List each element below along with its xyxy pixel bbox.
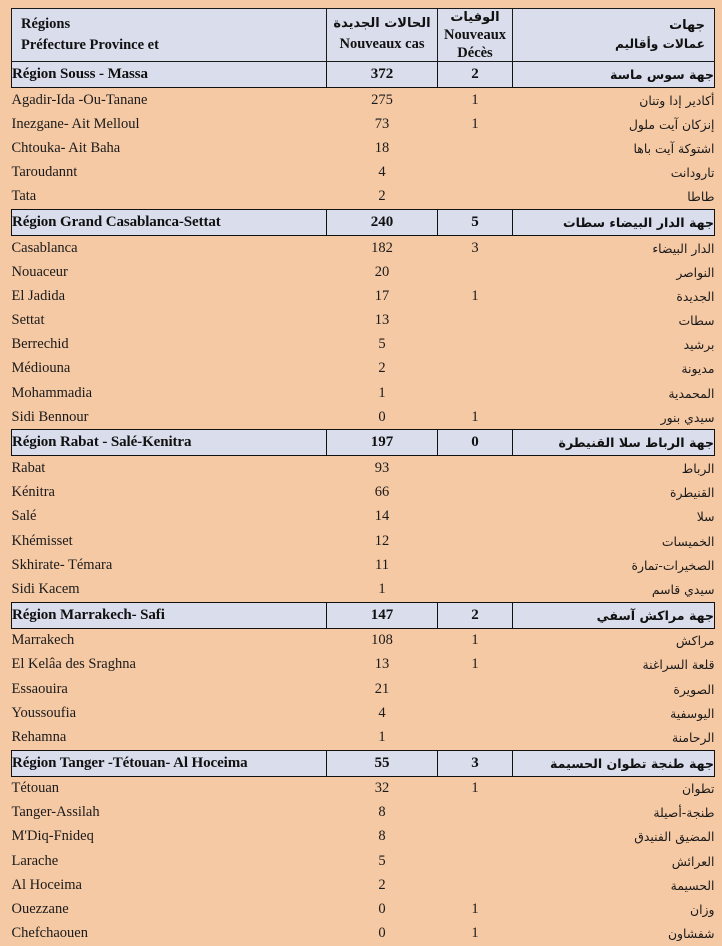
province-name-fr: Agadir-Ida -Ou-Tanane bbox=[12, 88, 327, 113]
region-name-fr: Région Souss - Massa bbox=[12, 62, 327, 88]
province-new-deaths: 1 bbox=[438, 922, 513, 946]
province-name-fr: Berrechid bbox=[12, 333, 327, 357]
province-new-deaths bbox=[438, 456, 513, 481]
province-new-deaths bbox=[438, 309, 513, 333]
region-new-cases: 197 bbox=[327, 430, 438, 456]
province-name-ar: مراكش bbox=[513, 628, 715, 653]
province-name-ar: المحمدية bbox=[513, 381, 715, 405]
region-name-fr: Région Rabat - Salé-Kenitra bbox=[12, 430, 327, 456]
province-name-fr: Rabat bbox=[12, 456, 327, 481]
province-name-ar: القنيطرة bbox=[513, 481, 715, 505]
province-name-ar: اشتوكة آيت باها bbox=[513, 136, 715, 160]
province-name-fr: El Jadida bbox=[12, 284, 327, 308]
province-row bbox=[12, 235, 715, 260]
province-name-fr: Salé bbox=[12, 505, 327, 529]
province-row bbox=[12, 628, 715, 653]
covid-regional-table-container bbox=[11, 8, 714, 946]
province-name-ar: شفشاون bbox=[513, 922, 715, 946]
province-row bbox=[12, 677, 715, 701]
province-name-ar: الصويرة bbox=[513, 677, 715, 701]
province-new-deaths bbox=[438, 505, 513, 529]
province-row bbox=[12, 357, 715, 381]
province-name-fr: Tata bbox=[12, 185, 327, 210]
province-name-fr: Tanger-Assilah bbox=[12, 801, 327, 825]
province-new-deaths: 1 bbox=[438, 284, 513, 308]
province-name-fr: Casablanca bbox=[12, 235, 327, 260]
province-name-ar: وزان bbox=[513, 897, 715, 921]
province-new-cases: 21 bbox=[327, 677, 438, 701]
region-new-deaths: 3 bbox=[438, 750, 513, 776]
header-arabic-line2: عمالات وأقاليم bbox=[614, 36, 705, 51]
province-new-deaths bbox=[438, 801, 513, 825]
region-new-deaths: 5 bbox=[438, 209, 513, 235]
region-name-ar: جهة طنجة تطوان الحسيمة bbox=[513, 750, 715, 776]
province-new-cases: 8 bbox=[327, 801, 438, 825]
province-name-fr: Nouaceur bbox=[12, 260, 327, 284]
province-new-cases: 2 bbox=[327, 357, 438, 381]
province-name-ar: قلعة السراغنة bbox=[513, 653, 715, 677]
region-summary-row bbox=[12, 430, 715, 456]
region-name-fr: Région Grand Casablanca-Settat bbox=[12, 209, 327, 235]
province-row bbox=[12, 825, 715, 849]
province-name-ar: العرائش bbox=[513, 849, 715, 873]
province-new-cases: 108 bbox=[327, 628, 438, 653]
province-name-fr: Skhirate- Témara bbox=[12, 553, 327, 577]
province-new-deaths: 1 bbox=[438, 897, 513, 921]
province-name-fr: M'Diq-Fnideq bbox=[12, 825, 327, 849]
region-new-deaths: 2 bbox=[438, 602, 513, 628]
province-row bbox=[12, 456, 715, 481]
region-new-cases: 372 bbox=[327, 62, 438, 88]
province-new-deaths: 3 bbox=[438, 235, 513, 260]
province-new-cases: 11 bbox=[327, 553, 438, 577]
header-cell-new-deaths bbox=[438, 9, 513, 62]
province-name-fr: Al Hoceima bbox=[12, 873, 327, 897]
province-row bbox=[12, 284, 715, 308]
province-row bbox=[12, 553, 715, 577]
header-regions-line2: Préfecture Province et bbox=[21, 37, 159, 53]
province-name-ar: طاطا bbox=[513, 185, 715, 210]
province-row bbox=[12, 897, 715, 921]
province-name-ar: الخميسات bbox=[513, 529, 715, 553]
province-row bbox=[12, 653, 715, 677]
province-new-deaths bbox=[438, 725, 513, 750]
table-header-row bbox=[12, 9, 715, 62]
province-new-deaths bbox=[438, 333, 513, 357]
province-name-fr: El Kelâa des Sraghna bbox=[12, 653, 327, 677]
region-name-ar: جهة سوس ماسة bbox=[513, 62, 715, 88]
province-name-fr: Youssoufia bbox=[12, 701, 327, 725]
region-new-deaths: 0 bbox=[438, 430, 513, 456]
province-new-cases: 182 bbox=[327, 235, 438, 260]
province-row bbox=[12, 381, 715, 405]
province-new-deaths: 1 bbox=[438, 405, 513, 430]
province-row bbox=[12, 88, 715, 113]
province-row bbox=[12, 260, 715, 284]
header-regions-line1: Régions bbox=[21, 16, 71, 33]
province-name-ar: طنجة-أصيلة bbox=[513, 801, 715, 825]
province-new-cases: 4 bbox=[327, 161, 438, 185]
region-new-cases: 55 bbox=[327, 750, 438, 776]
province-new-deaths bbox=[438, 849, 513, 873]
province-name-fr: Sidi Kacem bbox=[12, 577, 327, 602]
province-new-deaths bbox=[438, 136, 513, 160]
province-row bbox=[12, 405, 715, 430]
region-summary-row bbox=[12, 209, 715, 235]
header-new-deaths-french-line1: Nouveaux bbox=[443, 27, 507, 44]
province-name-ar: مديونة bbox=[513, 357, 715, 381]
province-new-deaths bbox=[438, 381, 513, 405]
region-name-ar: جهة الدار البيضاء سطات bbox=[513, 209, 715, 235]
province-name-ar: الصخيرات-تمارة bbox=[513, 553, 715, 577]
province-name-ar: تطوان bbox=[513, 776, 715, 801]
province-name-ar: أكادير إدا وتنان bbox=[513, 88, 715, 113]
province-name-ar: إنزكان آيت ملول bbox=[513, 112, 715, 136]
header-new-cases-arabic: الحالات الجديدة bbox=[333, 16, 431, 32]
table-body bbox=[12, 62, 715, 946]
province-name-ar: سطات bbox=[513, 309, 715, 333]
table-header bbox=[12, 9, 715, 62]
province-row bbox=[12, 161, 715, 185]
region-name-fr: Région Marrakech- Safi bbox=[12, 602, 327, 628]
region-summary-row bbox=[12, 62, 715, 88]
header-cell-new-cases bbox=[327, 9, 438, 62]
province-new-deaths: 1 bbox=[438, 88, 513, 113]
province-row bbox=[12, 529, 715, 553]
province-name-fr: Chefchaouen bbox=[12, 922, 327, 946]
province-new-cases: 0 bbox=[327, 897, 438, 921]
province-new-deaths bbox=[438, 260, 513, 284]
province-new-cases: 275 bbox=[327, 88, 438, 113]
province-row bbox=[12, 577, 715, 602]
province-row bbox=[12, 849, 715, 873]
province-name-ar: الحسيمة bbox=[513, 873, 715, 897]
province-name-ar: المضيق الفنيدق bbox=[513, 825, 715, 849]
province-new-deaths bbox=[438, 677, 513, 701]
province-new-deaths: 1 bbox=[438, 628, 513, 653]
province-row bbox=[12, 136, 715, 160]
header-new-deaths-french-line2: Décès bbox=[457, 45, 493, 61]
province-name-fr: Mohammadia bbox=[12, 381, 327, 405]
province-new-deaths bbox=[438, 357, 513, 381]
province-name-ar: تارودانت bbox=[513, 161, 715, 185]
province-row bbox=[12, 481, 715, 505]
province-name-fr: Settat bbox=[12, 309, 327, 333]
province-new-cases: 8 bbox=[327, 825, 438, 849]
province-name-ar: النواصر bbox=[513, 260, 715, 284]
province-name-fr: Taroudannt bbox=[12, 161, 327, 185]
province-row bbox=[12, 776, 715, 801]
province-new-cases: 17 bbox=[327, 284, 438, 308]
province-new-cases: 13 bbox=[327, 309, 438, 333]
province-row bbox=[12, 333, 715, 357]
province-name-fr: Khémisset bbox=[12, 529, 327, 553]
province-new-cases: 18 bbox=[327, 136, 438, 160]
region-new-cases: 240 bbox=[327, 209, 438, 235]
province-name-fr: Rehamna bbox=[12, 725, 327, 750]
province-name-ar: الرحامنة bbox=[513, 725, 715, 750]
province-new-deaths bbox=[438, 185, 513, 210]
province-new-deaths: 1 bbox=[438, 653, 513, 677]
province-name-ar: اليوسفية bbox=[513, 701, 715, 725]
province-new-cases: 73 bbox=[327, 112, 438, 136]
province-new-deaths bbox=[438, 825, 513, 849]
province-name-fr: Chtouka- Ait Baha bbox=[12, 136, 327, 160]
province-row bbox=[12, 725, 715, 750]
region-new-cases: 147 bbox=[327, 602, 438, 628]
header-cell-arabic-regions bbox=[513, 9, 715, 62]
province-name-fr: Inezgane- Ait Melloul bbox=[12, 112, 327, 136]
province-new-deaths bbox=[438, 553, 513, 577]
province-new-deaths: 1 bbox=[438, 776, 513, 801]
province-name-ar: سيدي بنور bbox=[513, 405, 715, 430]
province-row bbox=[12, 309, 715, 333]
header-cell-regions bbox=[12, 9, 327, 62]
province-new-cases: 20 bbox=[327, 260, 438, 284]
province-new-cases: 5 bbox=[327, 849, 438, 873]
header-new-cases-french: Nouveaux cas bbox=[339, 35, 425, 52]
province-new-cases: 66 bbox=[327, 481, 438, 505]
province-row bbox=[12, 922, 715, 946]
province-new-cases: 1 bbox=[327, 381, 438, 405]
province-name-fr: Ouezzane bbox=[12, 897, 327, 921]
province-new-cases: 14 bbox=[327, 505, 438, 529]
province-new-cases: 32 bbox=[327, 776, 438, 801]
province-name-ar: الجديدة bbox=[513, 284, 715, 308]
province-name-ar: سلا bbox=[513, 505, 715, 529]
province-name-fr: Médiouna bbox=[12, 357, 327, 381]
region-summary-row bbox=[12, 602, 715, 628]
province-new-deaths bbox=[438, 161, 513, 185]
province-new-cases: 13 bbox=[327, 653, 438, 677]
region-summary-row bbox=[12, 750, 715, 776]
province-name-fr: Larache bbox=[12, 849, 327, 873]
region-name-ar: جهة مراكش آسفي bbox=[513, 602, 715, 628]
province-new-cases: 2 bbox=[327, 185, 438, 210]
province-new-deaths bbox=[438, 577, 513, 602]
province-new-cases: 12 bbox=[327, 529, 438, 553]
province-row bbox=[12, 185, 715, 210]
province-row bbox=[12, 505, 715, 529]
province-new-cases: 4 bbox=[327, 701, 438, 725]
region-name-ar: جهة الرباط سلا القنيطرة bbox=[513, 430, 715, 456]
province-name-ar: الدار البيضاء bbox=[513, 235, 715, 260]
province-name-ar: سيدي قاسم bbox=[513, 577, 715, 602]
province-new-cases: 0 bbox=[327, 922, 438, 946]
province-new-deaths: 1 bbox=[438, 112, 513, 136]
province-row bbox=[12, 701, 715, 725]
header-new-deaths-arabic: الوفيات bbox=[450, 10, 500, 25]
province-new-cases: 5 bbox=[327, 333, 438, 357]
province-name-fr: Essaouira bbox=[12, 677, 327, 701]
province-new-cases: 1 bbox=[327, 577, 438, 602]
province-new-cases: 93 bbox=[327, 456, 438, 481]
province-row bbox=[12, 801, 715, 825]
province-new-cases: 1 bbox=[327, 725, 438, 750]
province-new-cases: 2 bbox=[327, 873, 438, 897]
province-name-ar: برشيد bbox=[513, 333, 715, 357]
header-arabic-line1: جهات bbox=[669, 18, 705, 34]
province-new-cases: 0 bbox=[327, 405, 438, 430]
covid-regional-cases-table bbox=[11, 8, 715, 946]
region-name-fr: Région Tanger -Tétouan- Al Hoceima bbox=[12, 750, 327, 776]
province-new-deaths bbox=[438, 873, 513, 897]
province-name-fr: Tétouan bbox=[12, 776, 327, 801]
province-name-fr: Sidi Bennour bbox=[12, 405, 327, 430]
province-name-ar: الرباط bbox=[513, 456, 715, 481]
province-new-deaths bbox=[438, 701, 513, 725]
province-new-deaths bbox=[438, 481, 513, 505]
province-new-deaths bbox=[438, 529, 513, 553]
province-name-fr: Marrakech bbox=[12, 628, 327, 653]
region-new-deaths: 2 bbox=[438, 62, 513, 88]
province-row bbox=[12, 112, 715, 136]
province-row bbox=[12, 873, 715, 897]
province-name-fr: Kénitra bbox=[12, 481, 327, 505]
